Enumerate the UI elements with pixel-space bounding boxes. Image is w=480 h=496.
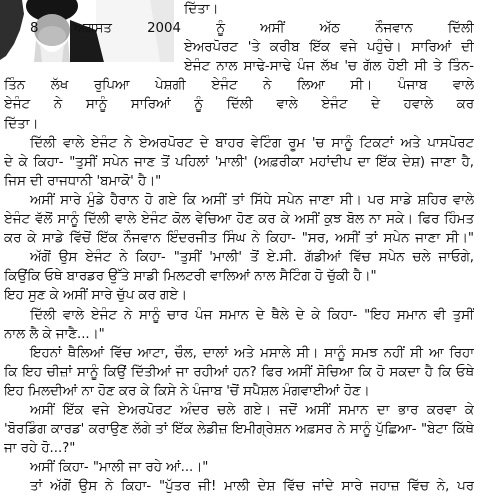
- text-line: ਤਾਂ ਅੱਗੋਂ ਉਸ ਨੇ ਕਿਹਾ- "ਪੁੱਤਰ ਜੀ! ਮਾਲੀ ਦੇਸ਼ ਵਿੱਚ ਜਾਂਦੇ ਸਾਰੇ ਜਹਾਜ਼ ਵਿੱਚ ਨੇ, ਪਰ: [30, 479, 474, 495]
- text-line: ਜਿਸ ਦੀ ਰਾਜਧਾਨੀ 'ਬਮਾਕੋ' ਹੈ।": [4, 173, 162, 189]
- text-line: ਜਾ ਰਹੇ ਹੋ...?": [4, 441, 76, 457]
- text-line: ਨਾਲ ਲੈ ਕੇ ਜਾਣੈ...।": [4, 326, 105, 342]
- text-line: ਦਿੱਤਾ।: [4, 116, 39, 132]
- text-line: ਦਿੱਲੀ ਵਾਲੇ ਏਜੰਟ ਨੇ ਸਾਨੂੰ ਚਾਰ ਪੰਜ ਸਮਾਨ ਦੇ ਥੈਲੇ ਦੇ ਕੇ ਕਿਹਾ- "ਇਹ ਸਮਾਨ ਵੀ ਤੁਸੀਂ: [30, 307, 474, 323]
- text-line: ਇਹ ਸੁਣ ਕੇ ਅਸੀਂ ਸਾਰੇ ਚੁੱਪ ਕਰ ਗਏ।: [4, 288, 187, 304]
- text-line: 8 ਅਗਸਤ 2004 ਨੂੰ ਅਸੀਂ ਅੱਠ ਨੌਜਵਾਨ ਦਿੱਲੀ: [30, 21, 474, 37]
- text-line: ਤਿੰਨ ਲੱਖ ਰੁਪਿਆ ਪੇਸ਼ਗੀ ਏਜੰਟ ਨੇ ਲਿਆ ਸੀ। ਪੰਜਾਬ ਵਾਲੇ: [4, 78, 474, 94]
- text-line: ਕਿਉਂਕਿ ਓਥੇ ਬਾਰਡਰ ਉੱਤੇ ਸਾਡੀ ਮਿਲਟਰੀ ਵਾਲਿਆਂ ਨਾਲ ਸੈਟਿੰਗ ਹੋ ਚੁੱਕੀ ਹੈ।": [4, 269, 377, 285]
- text-line: ਅਸੀਂ ਇੱਕ ਵਜੇ ਏਅਰਪੋਰਟ ਅੰਦਰ ਚਲੇ ਗਏ। ਜਦੋਂ ਅਸੀਂ ਸਮਾਨ ਦਾ ਭਾਰ ਕਰਵਾ ਕੇ: [30, 402, 474, 418]
- text-line: ਦੇ ਕੇ ਕਿਹਾ- "ਤੁਸੀਂ ਸਪੇਨ ਜਾਣ ਤੋਂ ਪਹਿਲਾਂ 'ਮਾਲੀ' (ਅਫ਼ਰੀਕਾ ਮਹਾਂਦੀਪ ਦਾ ਇੱਕ ਦੇਸ਼) ਜਾਣਾ ਹੈ,: [4, 154, 474, 170]
- text-line: ਦਿੱਲੀ ਵਾਲੇ ਏਜੰਟ ਨੇ ਏਅਰਪੋਰਟ ਦੇ ਬਾਹਰ ਵੇਟਿੰਗ ਰੂਮ 'ਚ ਸਾਨੂੰ ਟਿਕਟਾਂ ਅਤੇ ਪਾਸਪੋਰਟ: [30, 135, 474, 151]
- article-body: [4, 0, 474, 496]
- text-line: ਕਿ ਇਹ ਚੀਜ਼ਾਂ ਸਾਨੂੰ ਕਿਉਂ ਦਿੱਤੀਆਂ ਜਾ ਰਹੀਆਂ ਹਨ? ਫਿਰ ਅਸੀਂ ਸੋਚਿਆ ਕਿ ਹੋ ਸਕਦਾ ਹੈ ਕਿ ਓਥੇ: [4, 364, 474, 380]
- text-line: ਏਅਰਪੋਰਟ 'ਤੇ ਕਰੀਬ ਇੱਕ ਵਜੇ ਪਹੁੰਚੇ। ਸਾਰਿਆਂ ਦੀ: [184, 40, 474, 56]
- text-line: ਦਿੱਤਾ।: [184, 2, 219, 17]
- text-line: ਅਸੀਂ ਕਿਹਾ- "ਮਾਲੀ ਜਾ ਰਹੇ ਆਂ...।": [30, 460, 209, 476]
- text-line: ਅਸੀਂ ਸਾਰੇ ਮੁੰਡੇ ਹੈਰਾਨ ਹੋ ਗਏ ਕਿ ਅਸੀਂ ਤਾਂ ਸਿੱਧੇ ਸਪੇਨ ਜਾਣਾ ਸੀ। ਪਰ ਸਾਡੇ ਸ਼ਹਿਰ ਵਾਲੇ: [30, 192, 474, 208]
- text-line: ਏਜੰਟ ਨੇ ਸਾਨੂੰ ਸਾਰਿਆਂ ਨੂੰ ਦਿੱਲੀ ਵਾਲੇ ਏਜੰਟ ਦੇ ਹਵਾਲੇ ਕਰ: [4, 97, 474, 113]
- text-line: ਏਜੰਟ ਵੱਲੋਂ ਸਾਨੂੰ ਦਿੱਲੀ ਵਾਲੇ ਏਜੰਟ ਕੋਲ ਵੇਚਿਆ ਹੋਣ ਕਰ ਕੇ ਅਸੀਂ ਕੁਝ ਬੋਲ ਨਾ ਸਕੇ। ਫਿਰ ਹਿੰਮਤ: [4, 212, 474, 228]
- text-line: ਅੱਗੋਂ ਉਸ ਏਜੰਟ ਨੇ ਕਿਹਾ- "ਤੁਸੀਂ 'ਮਾਲੀ' ਤੋਂ ਏ.ਸੀ. ਗੱਡੀਆਂ ਵਿੱਚ ਸਪੇਨ ਚਲੇ ਜਾਓਗੇ,: [30, 250, 474, 266]
- text-line: 'ਬੋਰਡਿੰਗ ਕਾਰਡ' ਕਰਾਉਣ ਲੱਗੇ ਤਾਂ ਇੱਕ ਲੇਡੀਜ਼ ਇਮੀਗ੍ਰੇਸ਼ਨ ਅਫ਼ਸਰ ਨੇ ਸਾਨੂੰ ਪੁੱਛਿਆ- "ਬੇਟਾ ਕਿੱਥੇ: [4, 422, 474, 438]
- text-line: ਕਰ ਕੇ ਸਾਡੇ ਵਿੱਚੋਂ ਇੱਕ ਨੌਜਵਾਨ ਇੰਦਰਜੀਤ ਸਿੰਘ ਨੇ ਕਿਹਾ- "ਸਰ, ਅਸੀਂ ਤਾਂ ਸਪੇਨ ਜਾਣਾ ਸੀ।": [4, 231, 474, 247]
- text-line: ਇਹਨਾਂ ਥੈਲਿਆਂ ਵਿੱਚ ਆਟਾ, ਚੌਲ, ਦਾਲਾਂ ਅਤੇ ਮਸਾਲੇ ਸੀ। ਸਾਨੂੰ ਸਮਝ ਨਹੀਂ ਸੀ ਆ ਰਿਹਾ: [30, 345, 474, 361]
- text-line: ਏਜੰਟ ਨਾਲ ਸਾਢੇ-ਸਾਢੇ ਪੰਜ ਲੱਖ 'ਚ ਗੱਲ ਹੋਈ ਸੀ ਤੇ ਤਿੰਨ-: [184, 59, 474, 75]
- text-line: ਇਹ ਮਿਲਦੀਆਂ ਨਾ ਹੋਣ ਕਰ ਕੇ ਕਿਸੇ ਨੇ ਪੰਜਾਬ 'ਚੋਂ ਸਪੈਸ਼ਲ ਮੰਗਵਾਈਆਂ ਹੋਣ।: [4, 383, 370, 399]
